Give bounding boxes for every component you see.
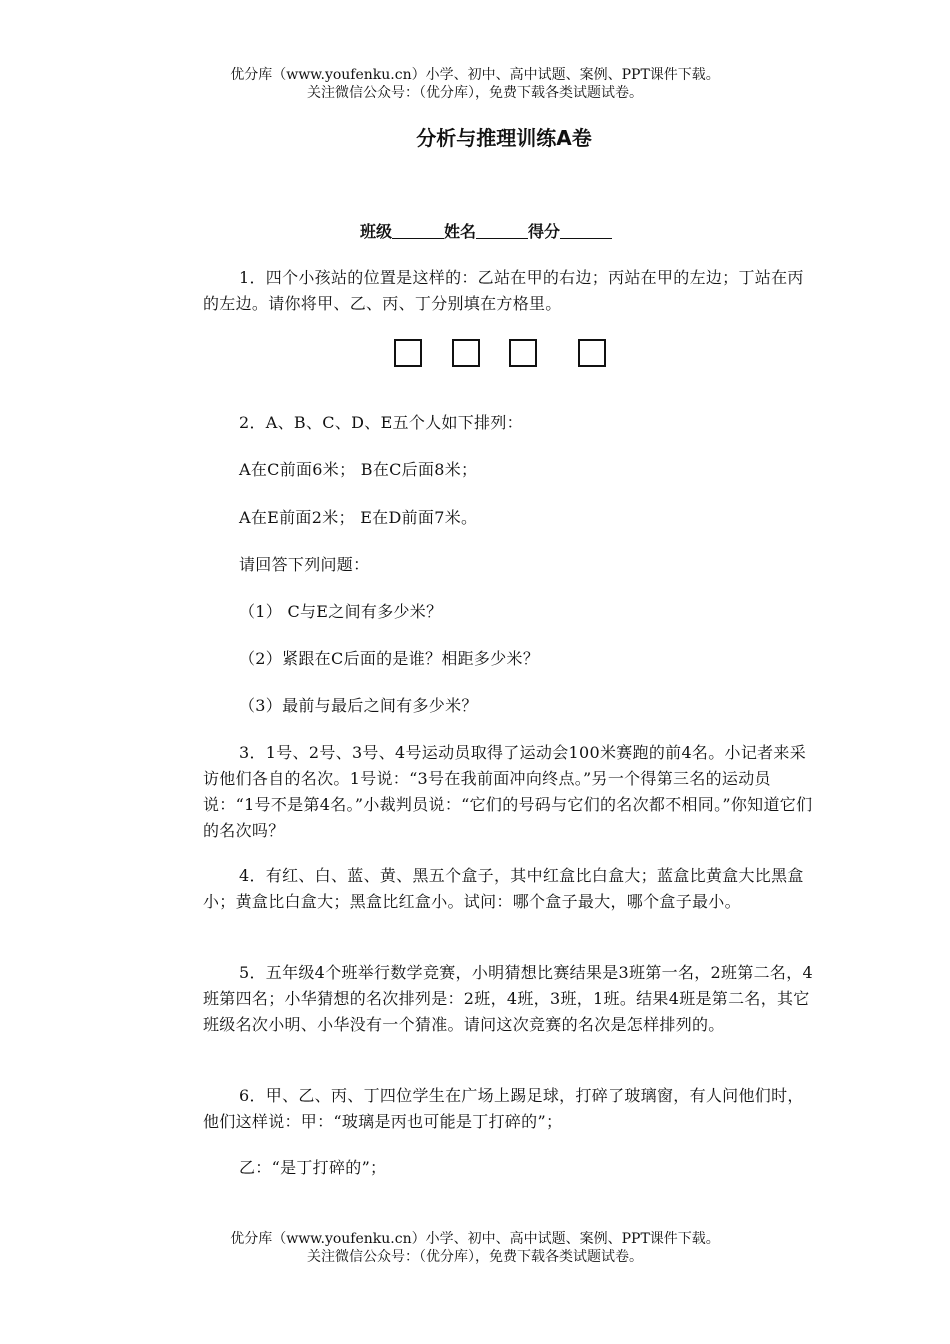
q2-condition-2: A在E前面2米； E在D前面7米。	[239, 508, 478, 527]
page-header	[0, 66, 950, 102]
header-line-1: 优分库（www.youfenku.cn）小学、初中、高中试题、案例、PPT课件下载。	[230, 67, 720, 83]
question-1: 1．四个小孩站的位置是这样的：乙站在甲的右边；丙站在甲的左边；丁站在丙的左边。请你将甲、乙、丙、丁分别填在方格里。	[203, 268, 804, 313]
q2-prompt: 请回答下列问题：	[239, 555, 370, 574]
answer-box-4[interactable]	[578, 339, 606, 367]
question-2: 2．A、B、C、D、E五个人如下排列：	[239, 413, 523, 432]
q6-statement-yi: 乙：“是丁打碎的”；	[239, 1158, 387, 1177]
name-label: 姓名	[444, 222, 477, 241]
answer-box-1[interactable]	[394, 339, 422, 367]
score-blank[interactable]	[560, 222, 612, 239]
class-blank[interactable]	[392, 222, 444, 239]
answer-box-2[interactable]	[452, 339, 480, 367]
class-label: 班级	[360, 222, 393, 241]
question-3: 3．1号、2号、3号、4号运动员取得了运动会100米赛跑的前4名。小记者来采访他们各自的名次。1号说：“3号在我前面冲向终点。”另一个得第三名的运动员说：“1号不是第4名。”小裁判员说：“它们的号码与它们的名次都不相同。”你知道它们的名次吗？	[203, 743, 813, 840]
score-label: 得分	[528, 222, 561, 241]
page-title: 分析与推理训练A卷	[416, 126, 592, 150]
answer-box-3[interactable]	[509, 339, 537, 367]
q2-condition-1: A在C前面6米； B在C后面8米；	[239, 460, 478, 479]
page-footer	[0, 1230, 950, 1266]
question-6: 6．甲、乙、丙、丁四位学生在广场上踢足球，打碎了玻璃窗，有人问他们时，他们这样说：甲：“玻璃是丙也可能是丁打碎的”；	[203, 1086, 804, 1131]
student-info-line	[360, 219, 612, 242]
footer-line-1: 优分库（www.youfenku.cn）小学、初中、高中试题、案例、PPT课件下载。	[230, 1231, 720, 1247]
question-4: 4．有红、白、蓝、黄、黑五个盒子，其中红盒比白盒大；蓝盒比黄盒大比黑盒小；黄盒比白盒大；黑盒比红盒小。试问：哪个盒子最大，哪个盒子最小。	[203, 866, 804, 911]
question-5: 5．五年级4个班举行数学竞赛，小明猜想比赛结果是3班第一名，2班第二名，4班第四名；小华猜想的名次排列是：2班，4班，3班，1班。结果4班是第二名，其它班级名次小明、小华没有一个猜准。请问这次竞赛的名次是怎样排列的。	[203, 963, 813, 1034]
footer-line-2: 关注微信公众号：（优分库），免费下载各类试题试卷。	[307, 1249, 643, 1265]
q2-sub-2: （2）紧跟在C后面的是谁？相距多少米？	[239, 649, 540, 668]
name-blank[interactable]	[476, 222, 528, 239]
header-line-2: 关注微信公众号：（优分库），免费下载各类试题试卷。	[307, 85, 643, 101]
q2-sub-3: （3）最前与最后之间有多少米？	[239, 696, 478, 715]
q2-sub-1: （1） C与E之间有多少米？	[239, 602, 443, 621]
